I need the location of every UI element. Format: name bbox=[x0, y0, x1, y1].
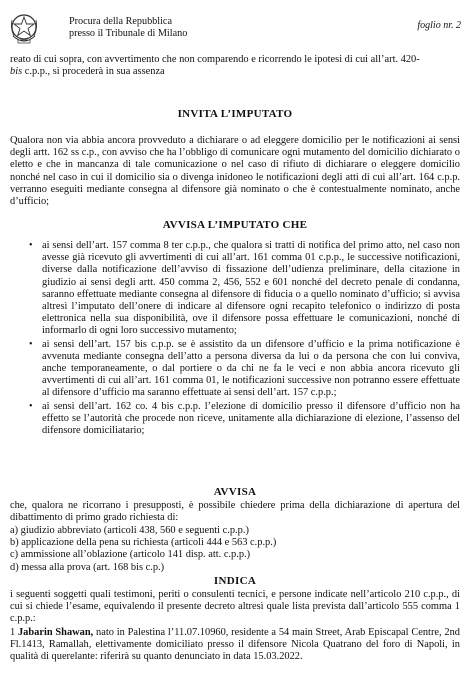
intro-text-a: reato di cui sopra, con avvertimento che non comparendo e ricorrendo le ipotesi di cui all’art. 420- bbox=[10, 54, 420, 65]
office-line-1: Procura della Repubblica bbox=[69, 16, 172, 27]
avvisa-paragraph: che, qualora ne ricorrano i presupposti, è possibile chiedere prima della dichiarazione di apertura del dibattimento di primo grado richiesta di: bbox=[10, 500, 460, 524]
avvisa-heading: AVVISA bbox=[213, 486, 257, 498]
avvisa-imputato-list bbox=[30, 240, 460, 438]
invita-paragraph: Qualora non via abbia ancora provveduto a dichiarare o ad eleggere domicilio per le notificazioni ai sensi degli artt. 162 ss c.p., con avviso che ha l’obbligo di comunicare ogni mutamento del domicilio dichiarato o eletto e che in mancanza di tale comunicazione o nel caso di rifiuto di dichiarare o eleggere domicilio nonché nel caso in cui il domicilio sia o divenga inidoneo le notificazioni degli atti di cui all’art. 164 c.p.p. verranno eseguiti mediante consegna al difensore già nominato o che è contestualmente nominato, anche d’ufficio; bbox=[10, 135, 460, 208]
intro-paragraph bbox=[10, 54, 460, 78]
intro-text-c: c.p.p., si procederà in sua assenza bbox=[22, 66, 165, 78]
option-item: d) messa alla prova (art. 168 bis c.p.) bbox=[10, 561, 165, 573]
witness-entry bbox=[10, 627, 460, 664]
witness-number: 1 bbox=[10, 627, 16, 638]
list-item bbox=[30, 240, 460, 338]
option-item: b) applicazione della pena su richiesta (articoli 444 e 563 c.p.p.) bbox=[10, 537, 277, 549]
avvisa-options bbox=[10, 525, 460, 574]
list-item bbox=[30, 339, 460, 400]
invita-heading: INVITA L’IMPUTATO bbox=[177, 108, 293, 120]
witness-name: Jabarin Shawan, bbox=[17, 627, 94, 638]
list-item-text: ai sensi dell’art. 162 co. 4 bis c.p.p. l’elezione di domicilio presso il difensore d’ufficio non ha effetto se l’autorità che procede non riceve, unitamente alla dichiarazione di elezione, l’assenso del difensore domiciliatario; bbox=[42, 400, 460, 437]
avvisa-imputato-heading: AVVISA L’IMPUTATO CHE bbox=[162, 219, 308, 231]
list-item-text: ai sensi dell’art. 157 bis c.p.p. se è assistito da un difensore d’ufficio e la prima notificazione è avvenuta mediante consegna dell’atto a persona diversa da lui o da persona che con lui conviva, anche temporaneamente, o dal portiere o da chi ne fa le veci e non abbia ancora ricevuto gli avvertimenti di cui all’art. 161 comma 01, le notificazioni successive non potranno essere effettuate al difensore d’ufficio ma saranno effettuate ai sensi dell’art. 157 c.p.p.; bbox=[42, 338, 460, 399]
page-header bbox=[9, 10, 461, 50]
page-number: foglio nr. 2 bbox=[417, 20, 461, 31]
bullet-icon: • bbox=[29, 400, 33, 412]
indica-heading: INDICA bbox=[213, 575, 257, 587]
option-item: c) ammissione all’oblazione (articolo 141 disp. att. c.p.p.) bbox=[10, 549, 251, 561]
list-item-text: ai sensi dell’art. 157 comma 8 ter c.p.p., che qualora si tratti di notifica del primo atto, nel caso non avesse già ricevuto gli avvertimenti di cui all’art. 161 comma 01 c.p.p., le successive notificazioni, diverse dalla notificazione dell’avviso di fissazione dell’udienza preliminare, della citazione in giudizio ai sensi degli artt. 450 comma 2, 456, 552 e 601 nonché del decreto penale di condanna, saranno effettuate mediante consegna al difensore di fiducia o a quello nominato d’ufficio; si avvisa altresì l’imputato dell’onere di indicare al difensore ogni recapito telefonico o indirizzo di posta elettronica nella sua disponibilità, ove il difensore possa effettuare le comunicazioni, nonché di informarlo di ogni loro successivo mutamento; bbox=[42, 240, 460, 337]
list-item bbox=[30, 401, 460, 438]
indica-paragraph: i seguenti soggetti quali testimoni, periti o consulenti tecnici, e persone indicate nell’articolo 210 c.p.p., di cui si chiede l’esame, equivalendo il presente decreto altresì quale lista prevista dall’articolo 555 comma 1 c.p.p.: bbox=[10, 589, 460, 625]
bullet-icon: • bbox=[29, 240, 33, 251]
office-line-2: presso il Tribunale di Milano bbox=[69, 28, 188, 39]
office-name bbox=[69, 16, 187, 40]
witness-details: nato in Palestina l’11.07.10960, residente a 54 main Street, Arab Episcapal Centre, 2nd Fl.1413, Ramallah, elettivamente domiciliato presso il difensore Nicola Quatrano del foro di Napoli, in qualità di querelante: riferirà su quanto denunciato in data 15.03.2022. bbox=[10, 627, 460, 663]
option-item: a) giudizio abbreviato (articoli 438, 560 e seguenti c.p.p.) bbox=[10, 525, 249, 536]
intro-bis-italic: bis bbox=[10, 66, 23, 78]
bullet-icon: • bbox=[29, 338, 33, 350]
italian-republic-emblem-icon bbox=[9, 10, 39, 46]
